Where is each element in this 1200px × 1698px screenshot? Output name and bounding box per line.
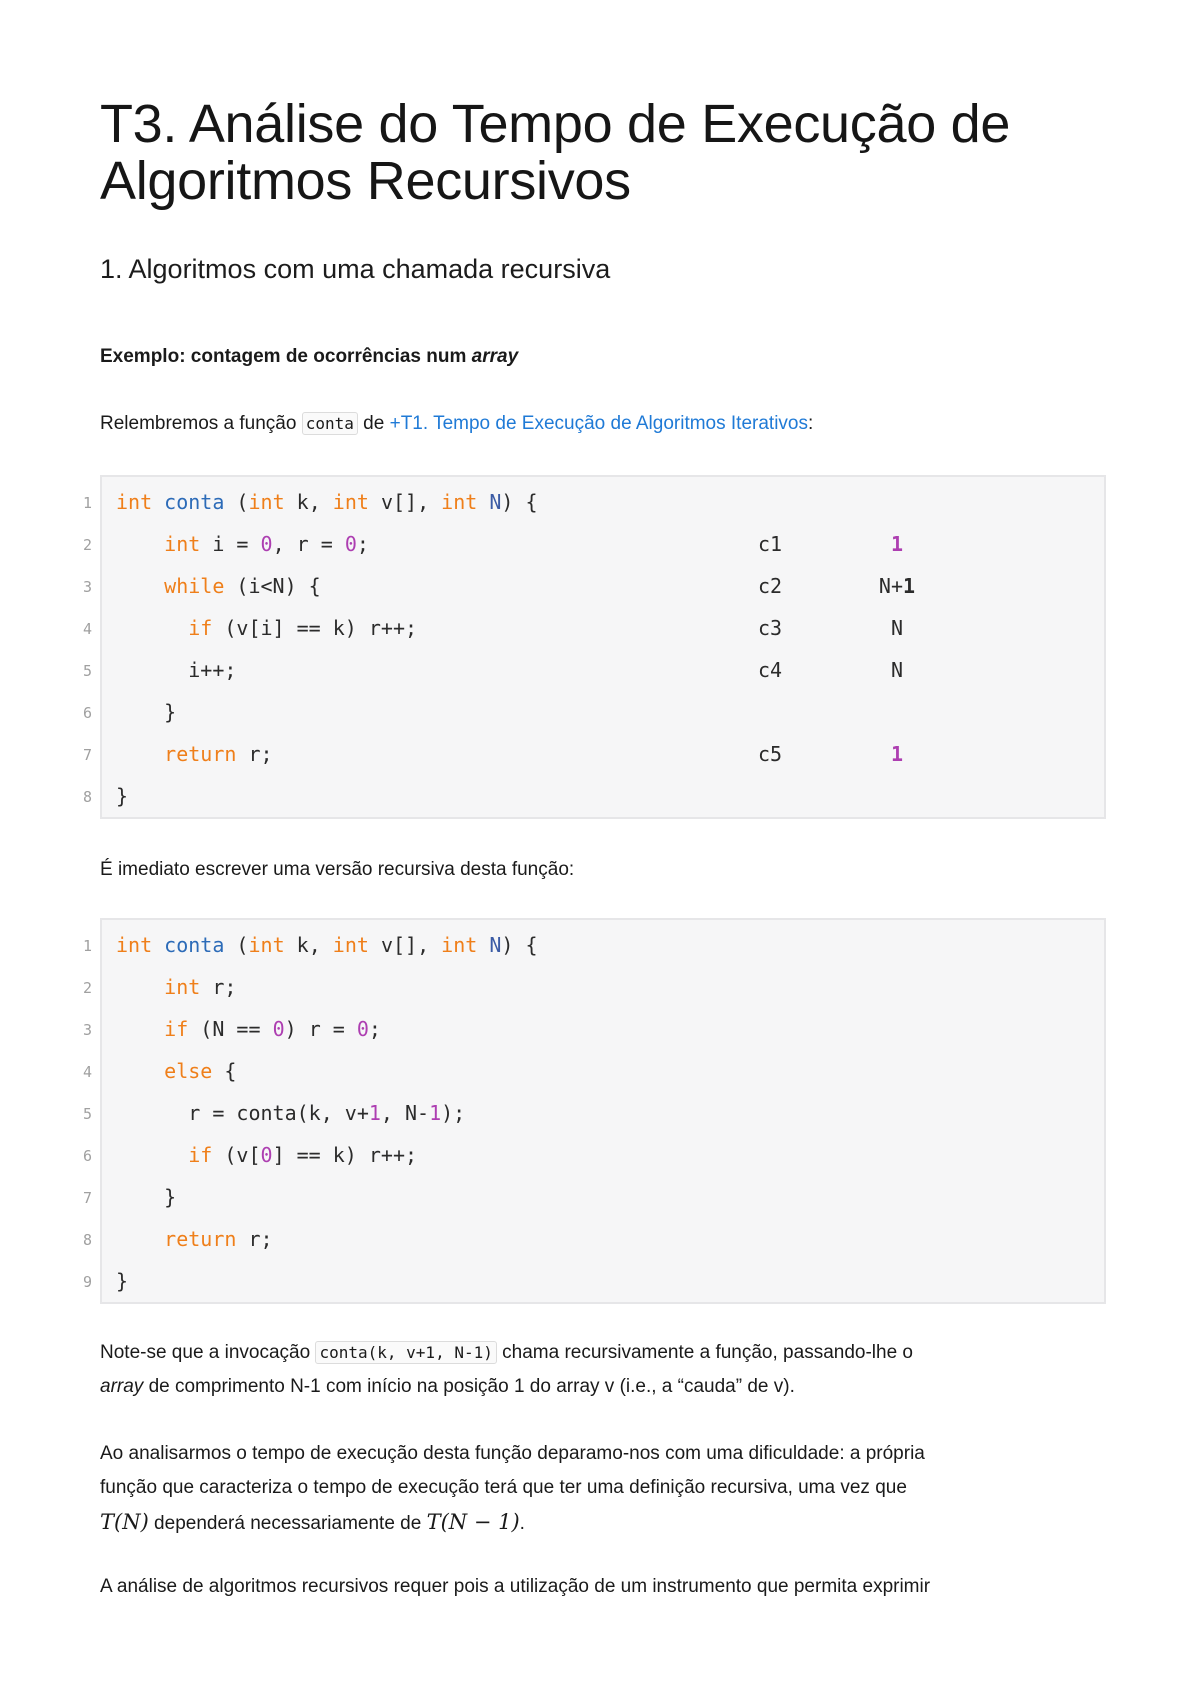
line-number: 5 bbox=[82, 1105, 92, 1123]
line-number: 2 bbox=[82, 536, 92, 554]
code-line: int conta (int k, int v[], int N) { bbox=[116, 490, 538, 514]
line-number: 6 bbox=[82, 1147, 92, 1165]
analysis-end: . bbox=[519, 1513, 525, 1534]
count-label: N+1 bbox=[878, 574, 916, 598]
line-number: 9 bbox=[82, 1273, 92, 1291]
code-line: } bbox=[116, 1269, 129, 1293]
count-label: N bbox=[890, 658, 904, 682]
inline-code-conta: conta bbox=[302, 412, 358, 435]
line-number: 3 bbox=[82, 1021, 92, 1039]
recall-suffix: : bbox=[808, 413, 814, 434]
line-number: 7 bbox=[82, 746, 92, 764]
code-line: int r; bbox=[164, 975, 237, 999]
math-t-n-minus-1: T(N − 1) bbox=[426, 1510, 520, 1534]
code-block-iterative bbox=[82, 475, 1106, 819]
code-line: } bbox=[116, 1185, 177, 1209]
code-line: else { bbox=[164, 1059, 237, 1083]
math-t-n: T(N) bbox=[100, 1510, 149, 1534]
cost-label: c1 bbox=[758, 532, 783, 556]
count-label: 1 bbox=[890, 532, 904, 556]
note-italic: array bbox=[100, 1376, 144, 1397]
line-number: 8 bbox=[82, 788, 92, 806]
line-number: 4 bbox=[82, 620, 92, 638]
cost-label: c2 bbox=[758, 574, 783, 598]
code-line: r = conta(k, v+1, N-1); bbox=[116, 1101, 466, 1125]
code-line: if (v[0] == k) r++; bbox=[188, 1143, 418, 1167]
page-title: T3. Análise do Tempo de Execução de Algoritmos Recursivos bbox=[100, 94, 1011, 211]
code-line: return r; bbox=[164, 1227, 273, 1251]
inline-code-call: conta(k, v+1, N-1) bbox=[315, 1341, 496, 1364]
code-line: if (v[i] == k) r++; bbox=[188, 616, 418, 640]
recall-paragraph bbox=[100, 407, 1110, 441]
count-label: N bbox=[890, 616, 904, 640]
cost-label: c3 bbox=[758, 616, 783, 640]
recall-middle: de bbox=[357, 413, 390, 434]
example-heading-text: Exemplo: contagem de ocorrências num bbox=[100, 346, 472, 367]
code-line: i++; bbox=[116, 658, 237, 682]
code-line: while (i<N) { bbox=[164, 574, 321, 598]
code-line: } bbox=[116, 700, 177, 724]
analysis-line2: função que caracteriza o tempo de execução terá que ter uma definição recursiva, uma vez que bbox=[100, 1477, 907, 1498]
line-number: 3 bbox=[82, 578, 92, 596]
intro-recursive: É imediato escrever uma versão recursiva desta função: bbox=[100, 859, 575, 880]
count-label: 1 bbox=[890, 742, 904, 766]
analysis-line1: Ao analisarmos o tempo de execução desta função deparamo-nos com uma dificuldade: a própria bbox=[100, 1443, 925, 1464]
line-number: 4 bbox=[82, 1063, 92, 1081]
line-number: 1 bbox=[82, 494, 92, 512]
line-number: 7 bbox=[82, 1189, 92, 1207]
code-line: } bbox=[116, 784, 129, 808]
analysis-paragraph bbox=[100, 1437, 1110, 1541]
line-number: 2 bbox=[82, 979, 92, 997]
line-number: 6 bbox=[82, 704, 92, 722]
line-number: 5 bbox=[82, 662, 92, 680]
code-line: return r; bbox=[164, 742, 273, 766]
note-paragraph bbox=[100, 1336, 1110, 1404]
cost-label: c4 bbox=[758, 658, 783, 682]
code-line: int conta (int k, int v[], int N) { bbox=[116, 933, 538, 957]
section-heading: 1. Algoritmos com uma chamada recursiva bbox=[100, 254, 611, 284]
note-prefix: Note-se que a invocação bbox=[100, 1342, 316, 1363]
code-line: int i = 0, r = 0; bbox=[164, 532, 369, 556]
line-number: 1 bbox=[82, 937, 92, 955]
example-heading bbox=[100, 340, 1110, 374]
code-line: if (N == 0) r = 0; bbox=[164, 1017, 381, 1041]
code-block-recursive bbox=[82, 918, 1106, 1304]
recall-prefix: Relembremos a função bbox=[100, 413, 302, 434]
link-t1[interactable]: +T1. Tempo de Execução de Algoritmos Iterativos bbox=[389, 413, 808, 434]
cost-label: c5 bbox=[758, 742, 783, 766]
note-middle: chama recursivamente a função, passando-lhe o bbox=[496, 1342, 913, 1363]
line-number: 8 bbox=[82, 1231, 92, 1249]
note-suffix: de comprimento N-1 com início na posição 1 do array v (i.e., a “cauda” de v). bbox=[143, 1376, 795, 1397]
last-paragraph: A análise de algoritmos recursivos requer pois a utilização de um instrumento que permita exprimir bbox=[100, 1576, 931, 1597]
example-heading-italic: array bbox=[471, 346, 519, 367]
analysis-mid: dependerá necessariamente de bbox=[148, 1513, 427, 1534]
